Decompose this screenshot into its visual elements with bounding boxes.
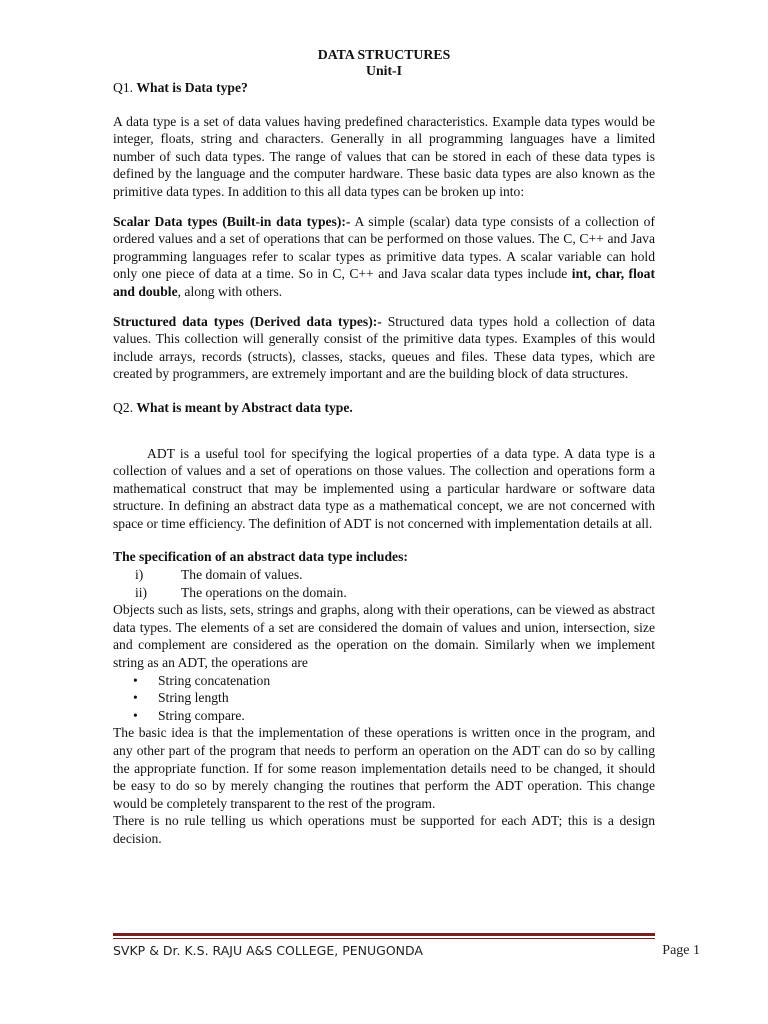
unit-label: Unit-I bbox=[365, 63, 403, 78]
q1-intro-paragraph: A data type is a set of data values having predefined characteristics. Example data types would be integer, floats, string and characters. Generally in all programming languages have a limited number of such data types. The range of values that can be stored in each of these data types is defined by the language and the computer hardware. These basic data types are also known as the primitive data types. In addition to this all data types can be broken up into: bbox=[113, 113, 655, 199]
structured-text: Structured data types hold a collection of data values. This collection will generally consist of the primitive data types. Examples of this would include arrays, records (structs), classes, stacks, queues and files. These data types, which are created by programmers, are extremely important and are the building block of data structures. bbox=[113, 313, 655, 382]
question-1-label: Q1. bbox=[113, 80, 134, 95]
spec-heading: The specification of an abstract data type includes: bbox=[113, 549, 408, 565]
structured-paragraph bbox=[113, 313, 655, 383]
document-page bbox=[113, 47, 655, 848]
structured-heading: Structured data types (Derived data types):- bbox=[113, 313, 382, 329]
scalar-text-1: A simple (scalar) data type consists of a collection of ordered values and a set of operations that can be performed on those values. The C, C++ and Java programming languages refer to scalar types as primitive data types. A scalar variable can hold only one piece of data at a time. So in C, C++ and Java scalar data types include bbox=[113, 213, 655, 282]
list-item: ii) The operations on the domain. bbox=[135, 584, 347, 600]
question-1-text: What is Data type? bbox=[136, 80, 248, 95]
objects-paragraph: Objects such as lists, sets, strings and graphs, along with their operations, can be viewed as abstract data types. The elements of a set are considered the domain of values and union, intersection, size and complement are considered as the operation on the domain. Similarly when we implement string as an ADT, the operations are bbox=[113, 602, 655, 671]
bullet-icon: • bbox=[133, 672, 138, 688]
list-item: • String concatenation bbox=[113, 672, 655, 690]
question-1 bbox=[113, 79, 655, 97]
footer-college: SVKP & Dr. K.S. RAJU A&S COLLEGE, PENUGONDA bbox=[113, 943, 423, 958]
basic-idea-paragraph: The basic idea is that the implementation of these operations is written once in the program, and any other part of the program that needs to perform an operation on the ADT can do so by calling the appropriate function. If for some reason implementation details need to be changed, it should be easy to do so by merely changing the routines that perform the ADT operation. This change would be completely transparent to the rest of the program. bbox=[113, 725, 655, 811]
scalar-paragraph bbox=[113, 213, 655, 301]
list-item: i) The domain of values. bbox=[135, 567, 303, 583]
spec-list bbox=[113, 566, 655, 601]
bullet-icon: • bbox=[133, 707, 138, 723]
scalar-text-2: , along with others. bbox=[177, 283, 283, 299]
footer-rule bbox=[113, 933, 655, 939]
list-item: • String length bbox=[113, 689, 655, 707]
document-title: DATA STRUCTURES bbox=[317, 47, 451, 62]
scalar-heading: Scalar Data types (Built-in data types):- bbox=[113, 213, 351, 229]
string-operations-list bbox=[113, 672, 655, 725]
adt-paragraph: ADT is a useful tool for specifying the logical properties of a data type. A data type is a collection of values and a set of operations on those values. The collection and operations form a mathematical construct that may be implemented using a particular hardware or software data structure. In defining an abstract data type as a mathematical concept, we are not concerned with space or time efficiency. The definition of ADT is not concerned with implementation details at all. bbox=[113, 445, 655, 531]
page-number: Page 1 bbox=[662, 943, 700, 958]
question-2-label: Q2. bbox=[113, 399, 134, 415]
list-item: • String compare. bbox=[113, 707, 655, 725]
bullet-icon: • bbox=[133, 690, 138, 706]
no-rule-paragraph: There is no rule telling us which operations must be supported for each ADT; this is a design decision. bbox=[113, 813, 655, 846]
question-2 bbox=[113, 399, 655, 417]
scalar-types-list: int, char, float and double bbox=[113, 266, 655, 299]
question-2-text: What is meant by Abstract data type. bbox=[136, 399, 353, 415]
